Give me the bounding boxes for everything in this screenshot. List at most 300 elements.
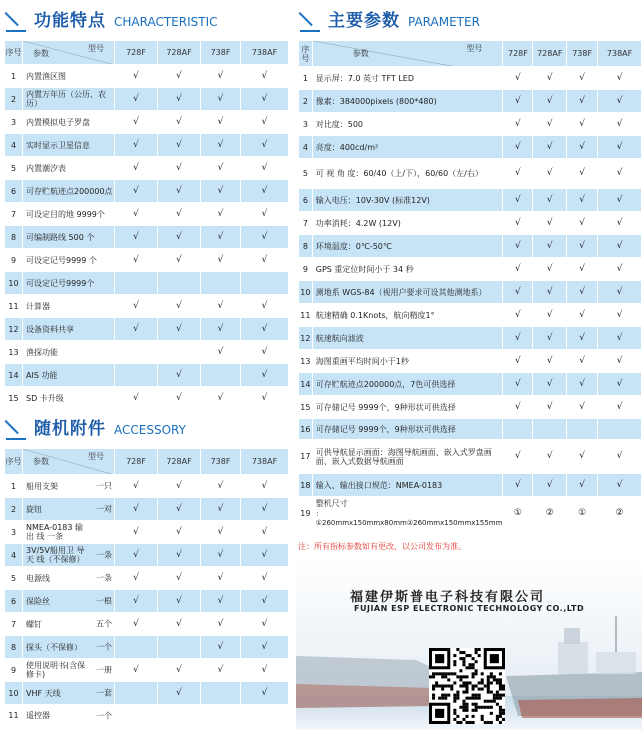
accessory-title-cn: 随机附件 <box>34 419 106 439</box>
header-col-728af: 728AF <box>158 449 201 475</box>
check-cell: √ <box>115 498 158 521</box>
row-item-name <box>312 235 503 258</box>
accessory-table <box>4 448 289 727</box>
item-quantity: 一根 <box>96 596 112 606</box>
check-cell: √ <box>598 258 642 281</box>
check-cell: √ <box>241 180 289 203</box>
row-item-name <box>23 65 115 88</box>
check-cell: √ <box>598 90 642 113</box>
row-item-name <box>23 387 115 410</box>
table-row <box>299 113 642 136</box>
header-col-728f: 728F <box>115 449 158 475</box>
table-row <box>5 636 289 659</box>
row-item-name <box>23 705 115 727</box>
check-cell: √ <box>503 281 533 304</box>
row-number: 19 <box>299 497 313 531</box>
check-cell: √ <box>241 682 289 705</box>
parameter-table <box>298 40 642 531</box>
check-cell <box>158 272 201 295</box>
check-cell: √ <box>158 498 201 521</box>
check-cell: √ <box>567 235 598 258</box>
check-cell: √ <box>158 295 201 318</box>
check-cell: √ <box>115 590 158 613</box>
item-quantity: 一只 <box>96 481 112 491</box>
parameter-header <box>298 6 480 32</box>
check-cell: √ <box>598 474 642 497</box>
row-number: 5 <box>299 159 313 189</box>
row-item-name <box>312 113 503 136</box>
table-row <box>299 350 642 373</box>
item-quantity: 一册 <box>96 665 112 675</box>
header-col-728f: 728F <box>115 41 158 65</box>
item-name-text: 探头（不保修） <box>26 642 82 652</box>
check-cell: √ <box>567 212 598 235</box>
disclaimer-note: 注：所有指标参数如有更改，以公司发布为准。 <box>298 542 466 551</box>
item-name-text: 内置模拟电子罗盘 <box>26 117 90 127</box>
table-row <box>5 590 289 613</box>
check-cell: √ <box>503 235 533 258</box>
row-item-name <box>23 180 115 203</box>
check-cell: √ <box>241 659 289 682</box>
check-cell: √ <box>201 567 241 590</box>
table-row <box>299 304 642 327</box>
table-row <box>5 203 289 226</box>
item-name-text: 3V/5V船用卫 导 天 线（不保修） <box>26 546 85 564</box>
check-cell: √ <box>533 113 567 136</box>
check-cell: √ <box>241 475 289 498</box>
header-col-728af: 728AF <box>158 41 201 65</box>
section-arrow-icon <box>4 10 26 32</box>
row-item-name <box>23 134 115 157</box>
row-number: 6 <box>5 180 23 203</box>
check-cell: √ <box>533 159 567 189</box>
check-cell: √ <box>598 235 642 258</box>
check-cell: √ <box>241 249 289 272</box>
check-cell: √ <box>115 387 158 410</box>
check-cell: √ <box>115 203 158 226</box>
row-item-name <box>23 498 115 521</box>
check-cell: √ <box>158 157 201 180</box>
row-item-name <box>312 189 503 212</box>
check-cell: √ <box>598 189 642 212</box>
header-col-728af: 728AF <box>533 41 567 67</box>
check-cell: √ <box>158 88 201 111</box>
check-cell: √ <box>115 613 158 636</box>
row-number: 3 <box>5 521 23 544</box>
check-cell <box>201 682 241 705</box>
check-cell: ② <box>533 497 567 531</box>
item-name-text: 设备资料共享 <box>26 324 74 334</box>
check-cell: √ <box>533 373 567 396</box>
table-row <box>5 65 289 88</box>
item-name-text: 显示屏：7.0 英寸 TFT LED <box>315 73 415 83</box>
check-cell: √ <box>241 636 289 659</box>
row-number: 3 <box>5 111 23 134</box>
row-number: 12 <box>299 327 313 350</box>
header-col-738f: 738F <box>567 41 598 67</box>
row-number: 5 <box>5 157 23 180</box>
row-number: 1 <box>5 65 23 88</box>
item-name-text: 使用说明书(含保修卡) <box>26 661 86 679</box>
check-cell: √ <box>503 350 533 373</box>
check-cell <box>115 705 158 727</box>
check-cell: √ <box>567 258 598 281</box>
row-number: 15 <box>5 387 23 410</box>
check-cell <box>503 419 533 440</box>
row-item-name <box>312 327 503 350</box>
check-cell: √ <box>533 67 567 90</box>
row-item-name <box>23 203 115 226</box>
row-item-name <box>23 364 115 387</box>
row-number: 18 <box>299 474 313 497</box>
table-row <box>299 474 642 497</box>
item-name-text: 保险丝 <box>26 596 50 606</box>
item-name-text: 环境温度：0℃-50℃ <box>315 241 392 251</box>
table-row <box>299 67 642 90</box>
header-param: 参数 <box>33 457 49 466</box>
row-item-name <box>312 440 503 474</box>
check-cell <box>158 636 201 659</box>
check-cell: √ <box>201 636 241 659</box>
check-cell: √ <box>567 90 598 113</box>
row-number: 8 <box>299 235 313 258</box>
row-number: 8 <box>5 226 23 249</box>
item-name-text: 可编制路线 500 个 <box>26 232 95 242</box>
check-cell: √ <box>201 65 241 88</box>
section-arrow-icon <box>4 418 26 440</box>
item-name-text: SD 卡升级 <box>26 393 64 403</box>
check-cell: √ <box>533 327 567 350</box>
table-row <box>5 387 289 410</box>
check-cell: √ <box>241 65 289 88</box>
item-name-text: 功率消耗：4.2W (12V) <box>315 218 401 228</box>
check-cell: √ <box>503 212 533 235</box>
header-col-728f: 728F <box>503 41 533 67</box>
item-name-text: 可存贮航迹点200000点 <box>26 186 113 196</box>
item-name-text: 可供导航显示画面：海图导航画面、嵌入式罗盘画面、嵌入式数据导航画面 <box>315 447 492 466</box>
check-cell: √ <box>533 189 567 212</box>
row-number: 4 <box>5 544 23 567</box>
check-cell: √ <box>241 111 289 134</box>
row-number: 17 <box>299 440 313 474</box>
company-name-cn: 福建伊斯普电子科技有限公司 <box>350 590 546 605</box>
table-row <box>299 327 642 350</box>
header-param: 参数 <box>33 49 49 58</box>
check-cell: √ <box>115 111 158 134</box>
check-cell: √ <box>567 281 598 304</box>
row-item-name <box>312 67 503 90</box>
check-cell: √ <box>115 65 158 88</box>
check-cell: √ <box>158 659 201 682</box>
check-cell: √ <box>241 387 289 410</box>
table-row <box>299 396 642 419</box>
characteristic-table <box>4 40 289 410</box>
item-name-text: 输入、输出接口规范：NMEA-0183 <box>315 480 443 490</box>
table-row <box>5 249 289 272</box>
check-cell: √ <box>567 136 598 159</box>
check-cell: √ <box>115 475 158 498</box>
check-cell: √ <box>533 235 567 258</box>
item-name-text: 航速航向滤波 <box>315 333 364 343</box>
table-row <box>5 318 289 341</box>
row-item-name <box>23 613 115 636</box>
check-cell: √ <box>201 203 241 226</box>
row-item-name <box>312 304 503 327</box>
check-cell <box>158 705 201 727</box>
check-cell: √ <box>201 295 241 318</box>
check-cell: √ <box>201 249 241 272</box>
header-no: 序号 <box>5 449 23 475</box>
item-name-text: 亮度：400cd/m² <box>315 142 379 152</box>
characteristic-header <box>4 6 218 32</box>
header-col-738f: 738F <box>201 41 241 65</box>
row-item-name <box>23 88 115 111</box>
row-number: 13 <box>5 341 23 364</box>
row-item-name <box>23 682 115 705</box>
check-cell: √ <box>241 88 289 111</box>
check-cell: √ <box>201 134 241 157</box>
check-cell: √ <box>533 304 567 327</box>
header-param-model <box>312 41 503 67</box>
check-cell: √ <box>567 327 598 350</box>
check-cell: √ <box>115 88 158 111</box>
row-item-name <box>23 659 115 682</box>
row-number: 10 <box>299 281 313 304</box>
check-cell: √ <box>201 318 241 341</box>
row-number: 11 <box>299 304 313 327</box>
table-row <box>5 226 289 249</box>
check-cell: √ <box>567 396 598 419</box>
item-name-text: 可设定记号9999 个 <box>26 255 97 265</box>
check-cell: √ <box>201 521 241 544</box>
check-cell: √ <box>533 440 567 474</box>
row-item-name <box>312 281 503 304</box>
check-cell: √ <box>503 396 533 419</box>
row-item-name <box>312 212 503 235</box>
company-name-en: FUJIAN ESP ELECTRONIC TECHNOLOGY CO.,LTD <box>354 604 585 613</box>
row-item-name <box>312 396 503 419</box>
item-name-text: 像素：384000pixels (800*480) <box>315 96 437 106</box>
check-cell: √ <box>158 590 201 613</box>
check-cell: √ <box>533 258 567 281</box>
check-cell: √ <box>201 590 241 613</box>
check-cell: √ <box>201 341 241 364</box>
header-no: 序号 <box>299 41 313 67</box>
row-number: 1 <box>299 67 313 90</box>
header-param-model <box>23 449 115 475</box>
table-row <box>299 373 642 396</box>
check-cell: √ <box>158 65 201 88</box>
check-cell: √ <box>567 159 598 189</box>
check-cell: √ <box>533 212 567 235</box>
check-cell: √ <box>241 295 289 318</box>
check-cell: √ <box>201 659 241 682</box>
check-cell: √ <box>241 226 289 249</box>
item-name-text: 测地系 WGS-84（视用户要求可设其他测地系） <box>315 287 487 297</box>
row-number: 9 <box>299 258 313 281</box>
characteristic-title-cn: 功能特点 <box>34 11 106 31</box>
item-name-text: 内置潮汐表 <box>26 163 66 173</box>
check-cell: √ <box>598 350 642 373</box>
check-cell: √ <box>503 373 533 396</box>
row-number: 12 <box>5 318 23 341</box>
check-cell: √ <box>158 521 201 544</box>
check-cell: √ <box>503 136 533 159</box>
item-name-text: 可存储记号 9999个，9种形状可供选择 <box>315 402 456 412</box>
check-cell: √ <box>158 111 201 134</box>
header-param-model <box>23 41 115 65</box>
row-item-name <box>312 258 503 281</box>
check-cell: √ <box>567 474 598 497</box>
check-cell: √ <box>567 304 598 327</box>
check-cell: √ <box>567 189 598 212</box>
row-number: 11 <box>5 705 23 727</box>
item-quantity: 一条 <box>96 550 112 560</box>
check-cell: √ <box>115 180 158 203</box>
row-item-name <box>23 111 115 134</box>
check-cell: √ <box>503 304 533 327</box>
parameter-title-en: PARAMETER <box>408 15 480 29</box>
table-row <box>299 440 642 474</box>
check-cell: √ <box>241 590 289 613</box>
check-cell <box>598 419 642 440</box>
table-row <box>5 498 289 521</box>
check-cell: √ <box>598 113 642 136</box>
check-cell: √ <box>158 567 201 590</box>
item-name-text: 实时显示卫星信息 <box>26 140 90 150</box>
check-cell: √ <box>241 364 289 387</box>
header-no: 序号 <box>5 41 23 65</box>
row-number: 14 <box>5 364 23 387</box>
row-number: 8 <box>5 636 23 659</box>
table-row <box>299 90 642 113</box>
item-quantity: 五个 <box>96 619 112 629</box>
item-name-text: 可存贮航迹点200000点，7色可供选择 <box>315 379 456 389</box>
row-number: 6 <box>299 189 313 212</box>
check-cell: √ <box>598 281 642 304</box>
item-name-text: 旋钮 <box>26 504 42 514</box>
check-cell: √ <box>201 157 241 180</box>
check-cell: √ <box>201 498 241 521</box>
row-item-name <box>23 249 115 272</box>
row-number: 10 <box>5 682 23 705</box>
check-cell: √ <box>533 281 567 304</box>
check-cell: √ <box>503 258 533 281</box>
item-name-text: NMEA-0183 输 出 线 一条 <box>26 523 84 541</box>
item-name-text: 可设定记号9999个 <box>26 278 95 288</box>
check-cell: √ <box>201 613 241 636</box>
row-number: 9 <box>5 249 23 272</box>
item-name-text: 内置万年历（公历、农历） <box>26 90 106 108</box>
check-cell: √ <box>158 682 201 705</box>
item-name-text: 可存储记号 9999个，9种形状可供选择 <box>315 424 456 434</box>
check-cell <box>158 341 201 364</box>
check-cell: √ <box>115 249 158 272</box>
check-cell: √ <box>201 111 241 134</box>
header-model: 型号 <box>466 44 483 53</box>
check-cell: √ <box>503 474 533 497</box>
check-cell: √ <box>158 249 201 272</box>
table-row <box>5 295 289 318</box>
check-cell: ② <box>598 497 642 531</box>
check-cell: ① <box>567 497 598 531</box>
row-item-name <box>23 341 115 364</box>
check-cell <box>201 705 241 727</box>
table-row <box>5 475 289 498</box>
check-cell <box>567 419 598 440</box>
item-name-subtext: ：①260mmx150mmx80mm②260mmx150mmx155mm <box>315 510 503 527</box>
row-number: 14 <box>299 373 313 396</box>
check-cell: √ <box>158 387 201 410</box>
check-cell: √ <box>598 67 642 90</box>
row-item-name <box>312 474 503 497</box>
table-row <box>5 682 289 705</box>
row-item-name <box>312 373 503 396</box>
check-cell: √ <box>201 88 241 111</box>
item-name-text: 遥控器 <box>26 711 50 720</box>
parameter-title-cn: 主要参数 <box>328 11 400 31</box>
table-row <box>299 189 642 212</box>
check-cell <box>115 636 158 659</box>
check-cell: √ <box>115 157 158 180</box>
diagonal-line-icon <box>313 41 457 67</box>
check-cell: ① <box>503 497 533 531</box>
check-cell: √ <box>158 318 201 341</box>
check-cell <box>115 341 158 364</box>
check-cell: √ <box>241 521 289 544</box>
row-item-name <box>23 567 115 590</box>
check-cell: √ <box>567 373 598 396</box>
check-cell: √ <box>115 544 158 567</box>
accessory-header <box>4 414 186 440</box>
check-cell: √ <box>567 67 598 90</box>
check-cell: √ <box>201 180 241 203</box>
check-cell: √ <box>241 567 289 590</box>
check-cell: √ <box>533 474 567 497</box>
check-cell: √ <box>241 157 289 180</box>
check-cell: √ <box>503 90 533 113</box>
check-cell <box>241 705 289 727</box>
item-name-text: 内置渔区图 <box>26 71 66 81</box>
row-item-name <box>312 136 503 159</box>
row-number: 9 <box>5 659 23 682</box>
check-cell: √ <box>158 180 201 203</box>
check-cell: √ <box>598 327 642 350</box>
header-col-738af: 738AF <box>241 449 289 475</box>
row-number: 1 <box>5 475 23 498</box>
row-number: 7 <box>5 613 23 636</box>
row-number: 10 <box>5 272 23 295</box>
check-cell: √ <box>158 134 201 157</box>
table-row <box>5 544 289 567</box>
check-cell: √ <box>503 159 533 189</box>
item-name-text: 可设定目的地 9999个 <box>26 209 105 219</box>
check-cell: √ <box>115 659 158 682</box>
row-number: 16 <box>299 419 313 440</box>
table-row <box>5 272 289 295</box>
check-cell: √ <box>241 318 289 341</box>
check-cell: √ <box>241 498 289 521</box>
row-item-name <box>23 318 115 341</box>
row-item-name <box>23 636 115 659</box>
check-cell: √ <box>598 396 642 419</box>
row-item-name <box>312 350 503 373</box>
table-row <box>299 258 642 281</box>
item-name-text: 航速精确 0.1Knots，航向精度1° <box>315 310 435 320</box>
check-cell: √ <box>241 341 289 364</box>
check-cell <box>115 272 158 295</box>
row-number: 2 <box>5 498 23 521</box>
